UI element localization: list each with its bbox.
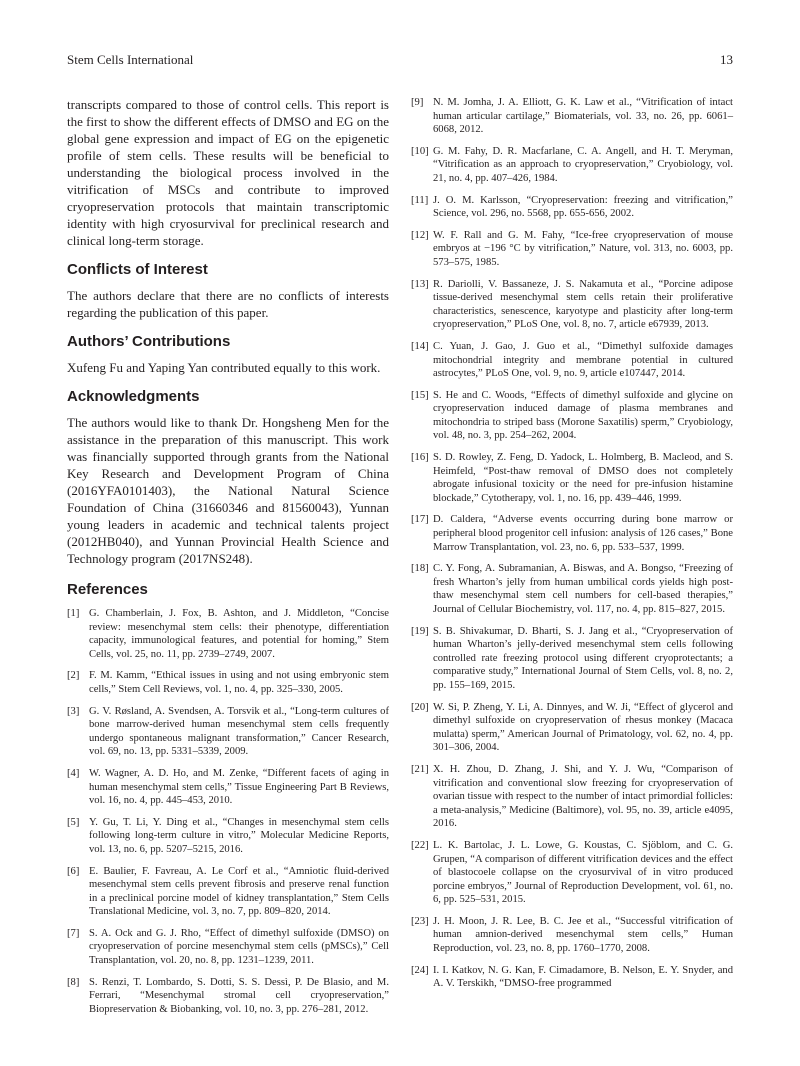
reference-item: [411, 763, 733, 831]
conflicts-text: The authors declare that there are no conflicts of interests regarding the publication of this paper.: [67, 288, 389, 320]
reference-text: C. Yuan, J. Gao, J. Guo et al., “Dimethyl sulfoxide damages mitochondrial integrity and membrane potential in cultured astrocytes,” PLoS One, vol. 9, no. 9, article e107447, 2014.: [433, 340, 733, 380]
references-list-left: [67, 607, 389, 1016]
reference-text: S. B. Shivakumar, D. Bharti, S. J. Jang et al., “Cryopreservation of human Wharton’s jelly-derived mesenchymal stem cells following controlled rate freezing protocol using different cryoprotectants; a comparative study,” International Journal of Stem Cells, vol. 8, no. 2, pp. 155–169, 2015.: [433, 625, 733, 691]
reference-text: S. He and C. Woods, “Effects of dimethyl sulfoxide and glycine on cryopreservation induced damage of plasma membranes and mitochondria to striped bass (Morone Saxatilis) sperm,” Cryobiology, vol. 48, no. 3, pp. 254–262, 2004.: [433, 389, 733, 442]
reference-item: [67, 767, 389, 808]
reference-item: [411, 96, 733, 137]
reference-number: [21]: [411, 763, 429, 775]
reference-item: [67, 927, 389, 968]
reference-number: [13]: [411, 278, 429, 290]
reference-item: [411, 915, 733, 956]
reference-number: [18]: [411, 563, 429, 575]
reference-number: [4]: [67, 767, 80, 779]
reference-number: [8]: [67, 976, 80, 988]
reference-item: [411, 389, 733, 443]
reference-text: S. A. Ock and G. J. Rho, “Effect of dimethyl sulfoxide (DMSO) on cryopreservation of porcine mesenchymal stem cells (pMSCs),” Cell Transplantation, vol. 20, no. 8, pp. 1231–1239, 2011.: [89, 927, 389, 967]
reference-text: G. Chamberlain, J. Fox, B. Ashton, and J. Middleton, “Concise review: mesenchymal stem cells: their phenotype, differentiation capacity, immunological features, and potential for homing,” Stem Cells, vol. 25, no. 11, pp. 2739–2749, 2007.: [89, 608, 389, 660]
reference-text: S. D. Rowley, Z. Feng, D. Yadock, L. Holmberg, B. Macleod, and S. Heimfeld, “Post-thaw removal of DMSO does not completely abrogate infusional toxicity or the need for pre-infusion histamine blockade,” Cytotherapy, vol. 1, no. 16, pp. 439–446, 1999.: [433, 452, 733, 504]
reference-number: [9]: [411, 97, 424, 108]
section-title-acknowledgments: Acknowledgments: [67, 388, 200, 405]
reference-number: [11]: [411, 194, 429, 206]
reference-number: [16]: [411, 452, 429, 464]
reference-item: [67, 865, 389, 919]
reference-item: [411, 451, 733, 505]
reference-item: [411, 278, 733, 332]
reference-text: G. M. Fahy, D. R. Macfarlane, C. A. Angell, and H. T. Meryman, “Vitrification as an approach to cryopreservation,” Cryobiology, vol. 21, no. 4, pp. 407–426, 1984.: [433, 145, 733, 184]
page-number: 13: [720, 52, 733, 67]
reference-number: [1]: [67, 608, 80, 619]
reference-item: [411, 513, 733, 554]
reference-text: W. F. Rall and G. M. Fahy, “Ice-free cryopreservation of mouse embryos at −196 °C by vitrification,” Nature, vol. 313, no. 6003, pp. 573–575, 1985.: [433, 229, 733, 268]
reference-text: L. K. Bartolac, J. L. Lowe, G. Koustas, C. Sjöblom, and C. G. Grupen, “A comparison of different vitrification devices and the effect of blastocoele collapse on the cryosurvival of in vitro produced porcine embryos,” Journal of Reproduction Development, vol. 61, no. 6, pp. 525–531, 2015.: [433, 839, 733, 906]
reference-text: S. Renzi, T. Lombardo, S. Dotti, S. S. Dessì, P. De Blasio, and M. Ferrari, “Mesenchymal stromal cell cryopreservation,” Biopreservation & Biobanking, vol. 10, no. 3, pp. 276–281, 2012.: [89, 976, 389, 1015]
references-title: References: [67, 581, 148, 598]
reference-number: [22]: [411, 839, 429, 851]
reference-number: [7]: [67, 927, 80, 939]
reference-number: [19]: [411, 625, 429, 637]
reference-text: G. V. Røsland, A. Svendsen, A. Torsvik et al., “Long-term cultures of bone marrow-derived human mesenchymal stem cells frequently undergo spontaneous malignant transformation,” Cancer Research, vol. 69, no. 13, pp. 5331–5339, 2009.: [89, 705, 389, 758]
intro-paragraph: transcripts compared to those of control cells. This report is the first to show the different effects of DMSO and EG on the global gene expression and impact of EG on the epigenetic profile of stem cells. These results will be beneficial to understanding the biological process involved in the vitrification of MSCs and contribute to improved cryopreservation protocols that maintain transcriptomic identity with high cryosurvival for preclinical research and clinical long-term storage.: [67, 97, 389, 248]
reference-item: [67, 976, 389, 1017]
reference-text: J. H. Moon, J. R. Lee, B. C. Jee et al., “Successful vitrification of human amnion-derived mesenchymal stem cells,” Human Reproduction, vol. 23, no. 8, pp. 1760–1770, 2008.: [433, 915, 733, 955]
reference-number: [24]: [411, 964, 429, 976]
reference-text: E. Baulier, F. Favreau, A. Le Corf et al., “Amniotic fluid-derived mesenchymal stem cells prevent fibrosis and preserve renal function in a preclinical porcine model of kidney transplantation,” Stem Cells Translational Medicine, vol. 3, no. 7, pp. 809–820, 2014.: [89, 865, 389, 918]
reference-item: [411, 229, 733, 270]
reference-text: Y. Gu, T. Li, Y. Ding et al., “Changes in mesenchymal stem cells following long-term culture in vitro,” Molecular Medicine Reports, vol. 13, no. 6, pp. 5207–5215, 2016.: [89, 816, 389, 855]
reference-number: [23]: [411, 915, 429, 927]
reference-number: [20]: [411, 701, 429, 713]
reference-item: [411, 194, 733, 221]
reference-number: [12]: [411, 229, 429, 241]
reference-item: [67, 705, 389, 759]
reference-item: [411, 839, 733, 907]
references-list-right: [411, 96, 733, 991]
reference-text: W. Si, P. Zheng, Y. Li, A. Dinnyes, and W. Ji, “Effect of glycerol and dimethyl sulfoxide on cryopreservation of rhesus monkey (Macaca mulatta) sperm,” American Journal of Primatology, vol. 62, no. 4, pp. 301–306, 2004.: [433, 701, 733, 754]
reference-item: [67, 669, 389, 696]
reference-text: J. O. M. Karlsson, “Cryopreservation: freezing and vitrification,” Science, vol. 296, no. 5568, pp. 655-656, 2002.: [433, 194, 733, 220]
reference-item: [411, 340, 733, 381]
reference-number: [14]: [411, 340, 429, 352]
section-title-conflicts: Conflicts of Interest: [67, 261, 208, 278]
acknowledgments-text: The authors would like to thank Dr. Hongsheng Men for the assistance in the preparation of this manuscript. This work was financially supported through grants from the National Key Research and Development Program of China (2016YFA0101403), the National Natural Science Foundation of China (31660346 and 81560043), Yunnan young leaders in academic and technical talents project (2012HB040), and Yunnan Provincial Health Science and Technology program (2017NS248).: [67, 415, 389, 566]
reference-text: D. Caldera, “Adverse events occurring during bone marrow or peripheral blood progenitor cell infusion: analysis of 126 cases,” Bone Marrow Transplantation, vol. 23, no. 6, pp. 533–537, 1999.: [433, 514, 733, 553]
reference-item: [67, 816, 389, 857]
reference-item: [411, 562, 733, 616]
reference-number: [5]: [67, 816, 80, 828]
reference-text: X. H. Zhou, D. Zhang, J. Shi, and Y. J. Wu, “Comparison of vitrification and conventional slow freezing for cryopreservation of ovarian tissue with respect to the number of intact primordial follicles: a meta-analysis,” Medicine (Baltimore), vol. 95, no. 39, article e4095, 2016.: [433, 763, 733, 830]
reference-item: [411, 625, 733, 693]
reference-item: [67, 607, 389, 661]
reference-number: [2]: [67, 670, 80, 682]
reference-item: [411, 701, 733, 755]
reference-text: R. Dariolli, V. Bassaneze, J. S. Nakamuta et al., “Porcine adipose tissue-derived mesenchymal stem cells retain their proliferative characteristics, senescence, karyotype and plasticity after long-term cryopreservation,” PLoS One, vol. 8, no. 7, article e67939, 2013.: [433, 278, 733, 331]
contributions-text: Xufeng Fu and Yaping Yan contributed equally to this work.: [67, 360, 381, 375]
running-header: [67, 52, 733, 72]
reference-item: [411, 145, 733, 186]
reference-text: F. M. Kamm, “Ethical issues in using and not using embryonic stem cells,” Stem Cell Reviews, vol. 1, no. 4, pp. 325–330, 2005.: [89, 670, 389, 695]
left-column: [67, 96, 389, 1024]
reference-number: [15]: [411, 389, 429, 401]
reference-number: [17]: [411, 514, 429, 526]
reference-number: [3]: [67, 705, 80, 717]
reference-text: I. I. Katkov, N. G. Kan, F. Cimadamore, B. Nelson, E. Y. Snyder, and A. V. Terskikh, “DMSO-free programmed: [433, 964, 733, 990]
reference-number: [6]: [67, 865, 80, 877]
reference-text: W. Wagner, A. D. Ho, and M. Zenke, “Different facets of aging in human mesenchymal stem cells,” Tissue Engineering Part B Reviews, vol. 16, no. 4, pp. 445–453, 2010.: [89, 767, 389, 807]
reference-item: [411, 964, 733, 991]
reference-text: N. M. Jomha, J. A. Elliott, G. K. Law et al., “Vitrification of intact human articular cartilage,” Biomaterials, vol. 33, no. 26, pp. 6061–6068, 2012.: [433, 97, 733, 136]
reference-text: C. Y. Fong, A. Subramanian, A. Biswas, and A. Bongso, “Freezing of fresh Wharton’s jelly from human umbilical cords yields high post-thaw mesenchymal stem cell numbers for cell-based therapies,” Journal of Cellular Biochemistry, vol. 117, no. 4, pp. 815–827, 2015.: [433, 563, 733, 615]
journal-name: Stem Cells International: [67, 52, 194, 67]
right-column: [411, 96, 733, 999]
section-title-contributions: Authors’ Contributions: [67, 333, 231, 350]
reference-number: [10]: [411, 145, 429, 157]
